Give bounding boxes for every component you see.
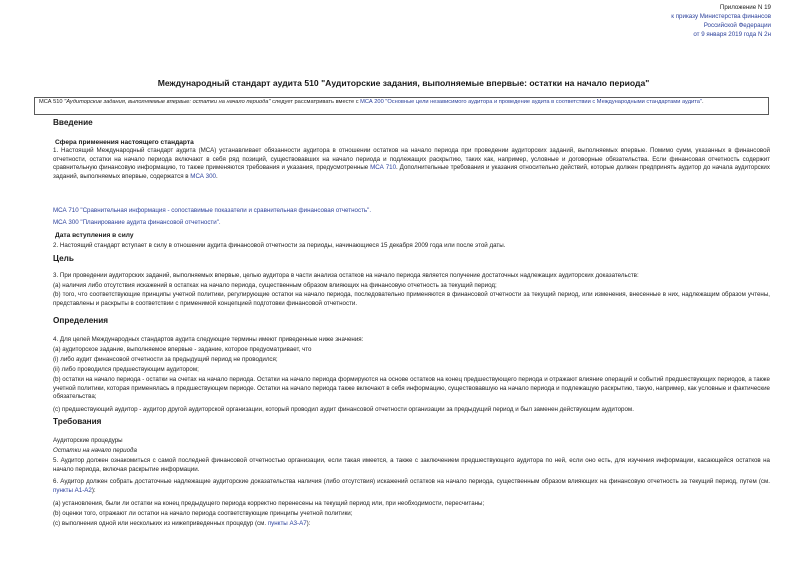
appendix-label: Приложение N 19: [719, 4, 771, 11]
note-box: [34, 97, 769, 115]
definition-item-i: (i) либо аудит финансовой отчетности за предыдущий период не проводился;: [53, 356, 278, 363]
isa300-link[interactable]: МСА 300: [190, 172, 216, 180]
note-middle: следует рассматривать вместе с: [270, 99, 361, 105]
paragraph-1-text-a: 1. Настоящий Международный стандарт аудита (МСА) устанавливает обязанности аудитора в отношении остатков на начало периода при проведении аудиторских заданий, выполняемых впервые. Помимо сумм, указанных в финансовой отчетности, остатки на начало периода включают в себя ряд позиций, существовавших на начало периода и подлежащих раскрытию, таких как, например, условные и договорные обязательства. Если финансовая отчетность содержит сравнительную финансовую информацию, то также применяются требования и указания, предусмотренные: [53, 147, 770, 172]
requirement-item-c-text-b: ):: [306, 520, 311, 527]
appendix-order-link[interactable]: [671, 12, 771, 21]
opening-balances-label: Остатки на начало периода: [53, 447, 137, 454]
definition-item-c: (c) предшествующий аудитор - аудитор другой аудиторской организации, который проводил аудит финансовой отчетности организации за предыдущий период и был заменен действующим аудитором.: [53, 406, 634, 413]
appendix-order-link-text: к приказу Министерства финансов: [671, 13, 771, 20]
footnote-2[interactable]: [53, 219, 221, 227]
appendix-date: [693, 30, 771, 39]
paragraph-6: [53, 478, 770, 495]
section-introduction-heading: Введение: [53, 118, 93, 127]
paragraph-1-text-b: . Дополнительные требования и указания относительно действий, которые должен предпринять аудитор до начала аудиторских заданий, выполняемых впервые, содержатся в: [53, 164, 770, 180]
note-suffix: .: [701, 99, 704, 105]
definition-item-ii: (ii) либо проводился предшествующим аудитором;: [53, 366, 199, 373]
scope-heading: Сфера применения настоящего стандарта: [55, 139, 194, 146]
points-a1-a2-link[interactable]: пункты A1-A2: [53, 486, 92, 494]
definition-item-b: (b) остатки на начало периода - остатки на счетах на начало периода. Остатки на начало периода формируются на основе остатков на конец предшествующего периода и отражают влияние операций и событий предшествующих периодов, а также учетной политики, которая применялась в предшествующем периоде. Остатки на начало периода также включают в себя информацию, существовавшую на начало периода и подлежащую раскрытию, такую, например, как условные и фактические обязательства;: [53, 376, 770, 401]
footnote-1[interactable]: [53, 207, 371, 215]
paragraph-6-text-a: 6. Аудитор должен собрать достаточные надлежащие аудиторские доказательства наличия (либо отсутствия) искажений остатков на начало периода, существенным образом влияющих на финансовую отчетность за текущий период, путем (см.: [53, 478, 770, 485]
section-definitions-heading: Определения: [53, 316, 109, 325]
footnote-2-text: МСА 300 "Планирование аудита финансовой отчетности".: [53, 219, 221, 226]
points-a3-a7-link[interactable]: пункты A3-A7: [267, 520, 307, 527]
section-requirements-heading: Требования: [53, 417, 102, 426]
note-prefix: МСА 510: [39, 99, 65, 105]
objective-item-a: (a) наличия либо отсутствия искажений в остатках на начало периода, существенным образом влияющих на финансовую отчетность за текущий период;: [53, 282, 497, 289]
audit-procedures-label: Аудиторские процедуры: [53, 437, 123, 444]
note-isa200-link[interactable]: МСА 200 "Основные цели независимого аудитора и проведение аудита в соответствии с Международными стандартами аудита": [360, 99, 702, 105]
isa710-link[interactable]: МСА 710: [370, 164, 397, 172]
note-italic: "Аудиторские задания, выполняемые впервые: остатки на начало периода": [64, 99, 271, 105]
definition-item-a: (a) аудиторское задание, выполняемое впервые - задание, которое предусматривает, что: [53, 346, 312, 353]
paragraph-5: 5. Аудитор должен ознакомиться с самой последней финансовой отчетностью организации, если такая имеется, а также с заключением предшествующего аудитора по ней, если оно есть, для изучения информации, касающейся остатков на начало периода, включая раскрытие информации.: [53, 457, 770, 473]
requirement-item-c: [53, 520, 310, 528]
effective-date-heading: Дата вступления в силу: [55, 232, 134, 239]
objective-item-b: (b) того, что соответствующие принципы учетной политики, регулирующие остатки на начало периода, последовательно применяются в финансовой отчетности за текущий период, или изменения, внесенные в них, надлежащим образом учтены, представлены и раскрыты в соответствии с применимой концепцией подготовки финансовой отчетности.: [53, 291, 770, 307]
page-title: Международный стандарт аудита 510 "Аудиторские задания, выполняемые впервые: остатки на начало периода": [157, 78, 650, 88]
footnote-1-text: МСА 710 "Сравнительная информация - сопоставимые показатели и сравнительная финансовая отчетность".: [53, 207, 372, 214]
requirement-item-b: (b) оценки того, отражают ли остатки на начало периода соответствующие принципы учетной политики;: [53, 510, 353, 517]
paragraph-2: 2. Настоящий стандарт вступает в силу в отношении аудита финансовой отчетности за периоды, начинающиеся 15 декабря 2009 года или после этой даты.: [53, 242, 506, 249]
paragraph-1: [53, 147, 770, 181]
paragraph-3: 3. При проведении аудиторских заданий, выполняемых впервые, целью аудитора в части анализа остатков на начало периода является получение достаточных надлежащих аудиторских доказательств:: [53, 272, 639, 279]
paragraph-1-text-c: .: [215, 172, 218, 180]
requirement-item-a: (a) установления, были ли остатки на конец предыдущего периода корректно перенесены на текущий период или, при необходимости, пересчитаны;: [53, 500, 485, 507]
section-objective-heading: Цель: [53, 254, 74, 263]
requirement-item-c-text-a: (c) выполнения одной или нескольких из нижеприведенных процедур (см.: [53, 520, 268, 527]
paragraph-6-text-b: ):: [91, 486, 96, 494]
appendix-date-text: от 9 января 2019 года N 2н: [693, 31, 771, 38]
paragraph-4: 4. Для целей Международных стандартов аудита следующие термины имеют приведенные ниже значения:: [53, 336, 364, 343]
appendix-ministry-text: Российской Федерации: [703, 22, 771, 29]
appendix-ministry: [704, 21, 771, 30]
